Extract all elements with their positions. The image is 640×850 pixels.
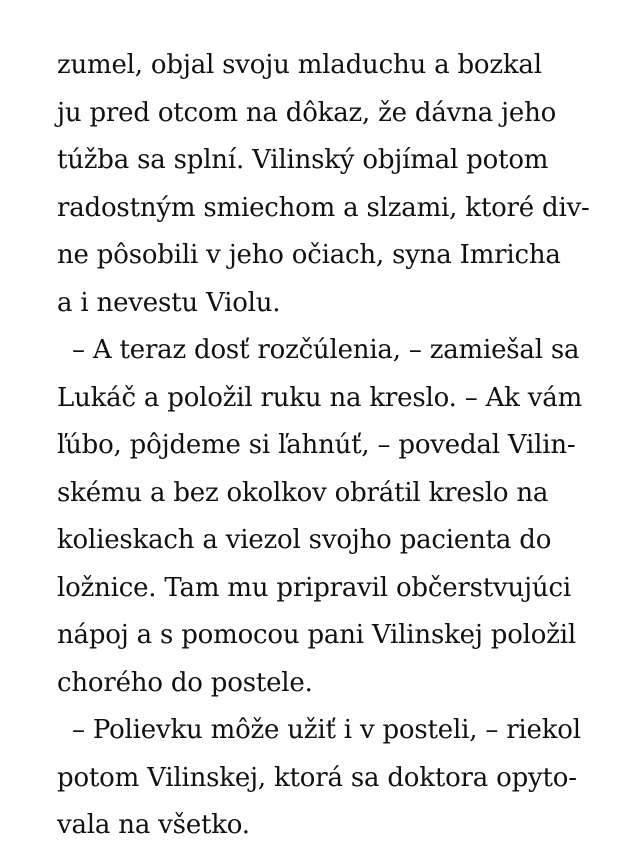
text-line: ložnice. Tam mu pripravil občerstvujúci xyxy=(57,572,571,603)
text-line: – Polievku môže užiť i v posteli, – riekol xyxy=(72,715,581,745)
text-line: zumel, objal svoju mladuchu a bozkal xyxy=(57,50,542,80)
text-line: – A teraz dosť rozčúlenia, – zamiešal sa xyxy=(72,335,580,365)
text-line: kolieskach a viezol svojho pacienta do xyxy=(57,525,552,555)
text-line: nápoj a s pomocou pani Vilinskej položil xyxy=(57,620,576,650)
text-line: Lukáč a položil ruku na kreslo. – Ak vám xyxy=(57,382,583,413)
text-line: potom Vilinskej, ktorá sa doktora opyto- xyxy=(57,762,577,793)
text-line: túžba sa splní. Vilinský objímal potom xyxy=(57,145,549,175)
text-line: vala na všetko. xyxy=(57,810,250,840)
text-line: ju pred otcom na dôkaz, že dávna jeho xyxy=(57,97,557,128)
text-line: chorého do postele. xyxy=(57,667,313,698)
text-line: ne pôsobili v jeho očiach, syna Imricha xyxy=(57,240,561,270)
text-line: radostným smiechom a slzami, ktoré div- xyxy=(57,192,590,223)
text-line: a i nevestu Violu. xyxy=(57,287,281,318)
body-text xyxy=(57,42,597,850)
text-line: skému a bez okolkov obrátil kreslo na xyxy=(57,477,549,508)
text-line: ľúbo, pôjdeme si ľahnúť, – povedal Vilin- xyxy=(57,430,576,460)
